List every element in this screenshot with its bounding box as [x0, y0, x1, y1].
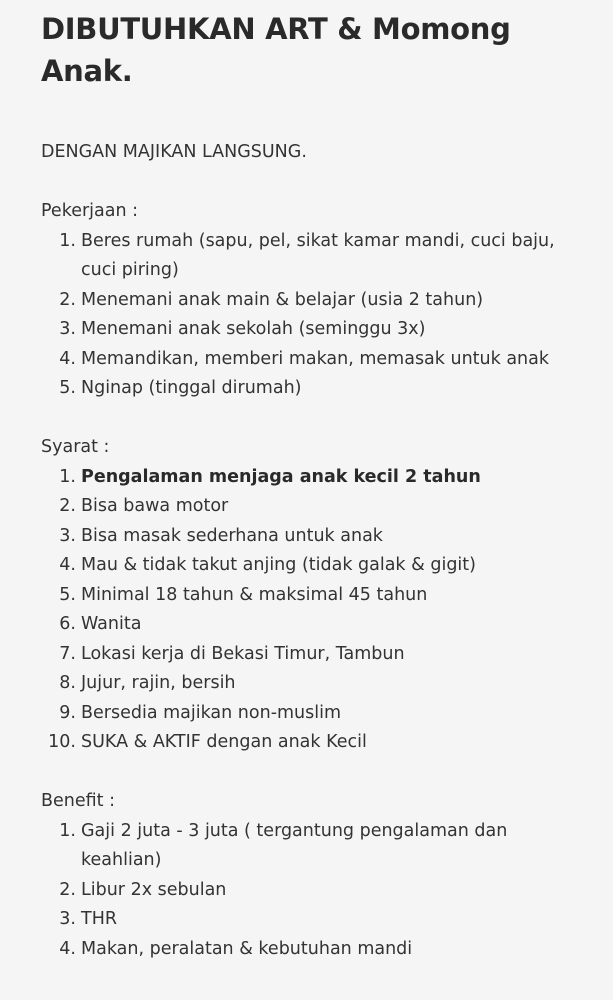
list-item [41, 728, 593, 758]
list-item-number: 5. [59, 584, 76, 605]
list-item [41, 286, 593, 316]
list-item-text: Bisa bawa motor [81, 496, 229, 516]
list-item [41, 905, 593, 935]
list-item-number: 3. [59, 909, 76, 929]
list-item-number: 3. [59, 319, 76, 339]
list-item-text: Memandikan, memberi makan, memasak untuk anak [81, 348, 549, 369]
list-item [41, 935, 593, 965]
list-item [41, 699, 593, 729]
list-item-number: 2. [59, 289, 76, 310]
list-item-text: THR [81, 909, 118, 929]
list-item [41, 227, 593, 286]
list-item-text: Minimal 18 tahun & maksimal 45 tahun [81, 584, 428, 605]
list-item-number: 4. [59, 555, 76, 575]
list-item-number: 2. [59, 879, 76, 900]
list-item-text: Libur 2x sebulan [81, 879, 227, 900]
page-title [41, 8, 593, 92]
list-item-text: Pengalaman menjaga anak kecil 2 tahun [81, 466, 481, 487]
list-item-text: Makan, peralatan & kebutuhan mandi [81, 938, 413, 959]
list-item [41, 817, 593, 876]
list-item-number: 1. [59, 820, 76, 841]
list-item-number: 3. [59, 525, 76, 546]
list-item-text: Lokasi kerja di Bekasi Timur, Tambun [81, 643, 405, 664]
list-item-text: Nginap (tinggal dirumah) [81, 378, 302, 398]
syarat-list [41, 463, 593, 758]
list-item-text: Jujur, rajin, bersih [81, 673, 236, 693]
section-label-pekerjaan: Pekerjaan : [41, 201, 139, 221]
list-item-number: 4. [59, 348, 76, 369]
title-line-2: Anak. [41, 54, 133, 88]
title-line-1: DIBUTUHKAN ART & Momong [41, 12, 511, 46]
subtitle: DENGAN MAJIKAN LANGSUNG. [41, 142, 307, 162]
list-item-text: Wanita [81, 614, 142, 634]
section-label-syarat: Syarat : [41, 437, 110, 457]
list-item-text: Bersedia majikan non-muslim [81, 702, 342, 723]
list-item [41, 640, 593, 670]
list-item-number: 4. [59, 938, 76, 959]
list-item-text: SUKA & AKTIF dengan anak Kecil [81, 732, 367, 752]
list-item-text: Gaji 2 juta - 3 juta ( tergantung pengalaman dan keahlian) [81, 820, 508, 870]
list-item-number: 9. [59, 702, 76, 723]
list-item [41, 492, 593, 522]
list-item-text: Menemani anak sekolah (seminggu 3x) [81, 319, 426, 339]
section-pekerjaan [41, 197, 593, 404]
pekerjaan-list [41, 227, 593, 404]
list-item-text: Menemani anak main & belajar (usia 2 tahun) [81, 289, 484, 310]
list-item [41, 374, 593, 404]
list-item-number: 5. [59, 378, 76, 398]
list-item-text: Beres rumah (sapu, pel, sikat kamar mandi, cuci baju, cuci piring) [81, 230, 555, 280]
benefit-list [41, 817, 593, 965]
list-item-number: 8. [59, 673, 76, 693]
list-item [41, 522, 593, 552]
list-item [41, 581, 593, 611]
list-item-number: 6. [59, 614, 76, 634]
list-item [41, 315, 593, 345]
list-item [41, 345, 593, 375]
list-item-number: 1. [59, 230, 76, 251]
list-item [41, 551, 593, 581]
list-item-number: 10. [48, 732, 76, 752]
list-item [41, 669, 593, 699]
list-item-text: Bisa masak sederhana untuk anak [81, 525, 383, 546]
list-item [41, 876, 593, 906]
section-label-benefit: Benefit : [41, 791, 115, 811]
section-syarat [41, 433, 593, 758]
list-item-number: 1. [59, 466, 76, 487]
list-item [41, 610, 593, 640]
list-item-number: 7. [59, 643, 76, 664]
list-item-text: Mau & tidak takut anjing (tidak galak & gigit) [81, 555, 476, 575]
section-benefit [41, 787, 593, 964]
list-item-number: 2. [59, 496, 76, 516]
list-item [41, 463, 593, 493]
